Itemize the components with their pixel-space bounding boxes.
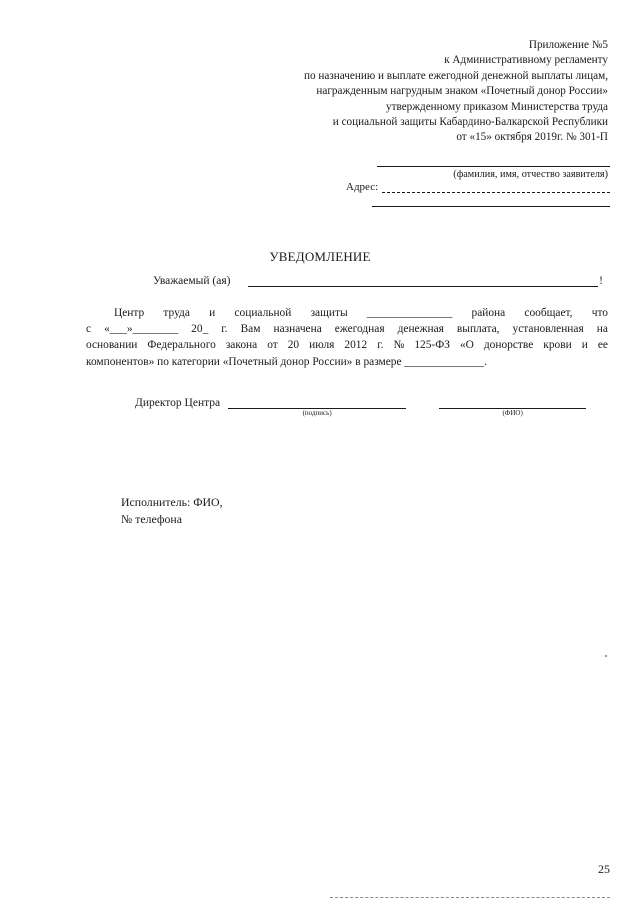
page-number: 25 [598,862,610,876]
body-line-1 [86,305,608,321]
body-word: и [209,307,216,319]
body-word: от [267,339,278,352]
notice-body [86,305,608,370]
body-word: труда [163,307,190,319]
header-line: по назначению и выплате ежегодной денежной выплаты лицам, [304,69,608,82]
body-word: № [393,339,405,352]
body-word: донорстве [483,339,534,352]
header-line: Приложение №5 [528,39,608,51]
header-line: к Административному регламенту [444,54,608,67]
body-word: крови [543,339,572,352]
signature-caption: (подпись) [302,409,332,417]
body-word: 125-ФЗ [414,339,450,352]
scan-edge-line [330,897,610,898]
greeting-exclamation: ! [599,275,603,287]
director-label: Директор Центра [135,397,221,409]
body-word: сообщает, [524,307,573,319]
executor-block [121,494,223,527]
body-word: основании [86,339,138,352]
body-word: ежегодная [334,323,385,336]
body-word: 20_ [191,323,209,336]
name-field [439,398,586,417]
body-word: и [581,339,588,352]
body-word: 2012 [344,339,368,352]
body-word: 20 [287,339,300,352]
body-word: установленная [512,323,584,336]
body-word: г. [221,323,228,336]
greeting-row [153,275,603,287]
notice-title: УВЕДОМЛЕНИЕ [269,249,371,264]
address-line-2 [372,200,610,207]
address-line [382,182,610,193]
body-word: денежная [397,323,444,336]
scan-speck [605,655,607,657]
body-word: «О [459,339,474,352]
executor-phone: № телефона [121,511,182,526]
body-word: с [86,323,92,336]
signature-row [135,397,605,417]
body-word: на [596,323,608,336]
body-word: _______________ [366,307,453,319]
body-line-3 [86,337,608,353]
header-line: утвержденному приказом Министерства труда [386,100,608,113]
body-word: района [471,307,506,319]
name-caption: (ФИО) [502,409,523,417]
body-word: назначена [273,323,322,336]
body-word: Федерального [147,339,216,352]
signature-field [228,398,406,417]
body-word: социальной [234,307,292,319]
body-word: июля [309,339,335,352]
applicant-block [330,160,610,207]
applicant-name-line [377,160,610,167]
name-line [439,398,586,409]
address-label: Адрес: [346,181,379,193]
body-word: защиты [310,307,348,319]
header-line: от «15» октября 2019г. № 301-П [456,131,608,144]
body-word: «___»________ [104,323,179,336]
body-word: закона [225,339,258,352]
applicant-name-caption: (фамилия, имя, отчество заявителя) [453,169,608,180]
body-word: Центр [114,307,145,319]
body-word: ее [597,339,608,352]
signature-line [228,398,406,409]
body-line-2 [86,321,608,337]
body-word: выплата, [456,323,500,336]
address-row [330,181,610,193]
header-line: и социальной защиты Кабардино-Балкарской Республики [332,116,608,129]
appendix-header [304,38,608,146]
body-word: г. [377,339,384,352]
header-line: награжденным нагрудным знаком «Почетный донор России» [316,85,608,98]
greeting-text: Уважаемый (ая) [153,275,231,287]
recipient-name-line [248,276,598,287]
body-word: что [591,307,608,319]
body-word: Вам [240,323,261,336]
executor-name: Исполнитель: ФИО, [121,495,223,509]
body-word: компонентов» по категории «Почетный донор России» в размере ______________. [86,355,487,368]
body-line-4 [86,354,608,370]
